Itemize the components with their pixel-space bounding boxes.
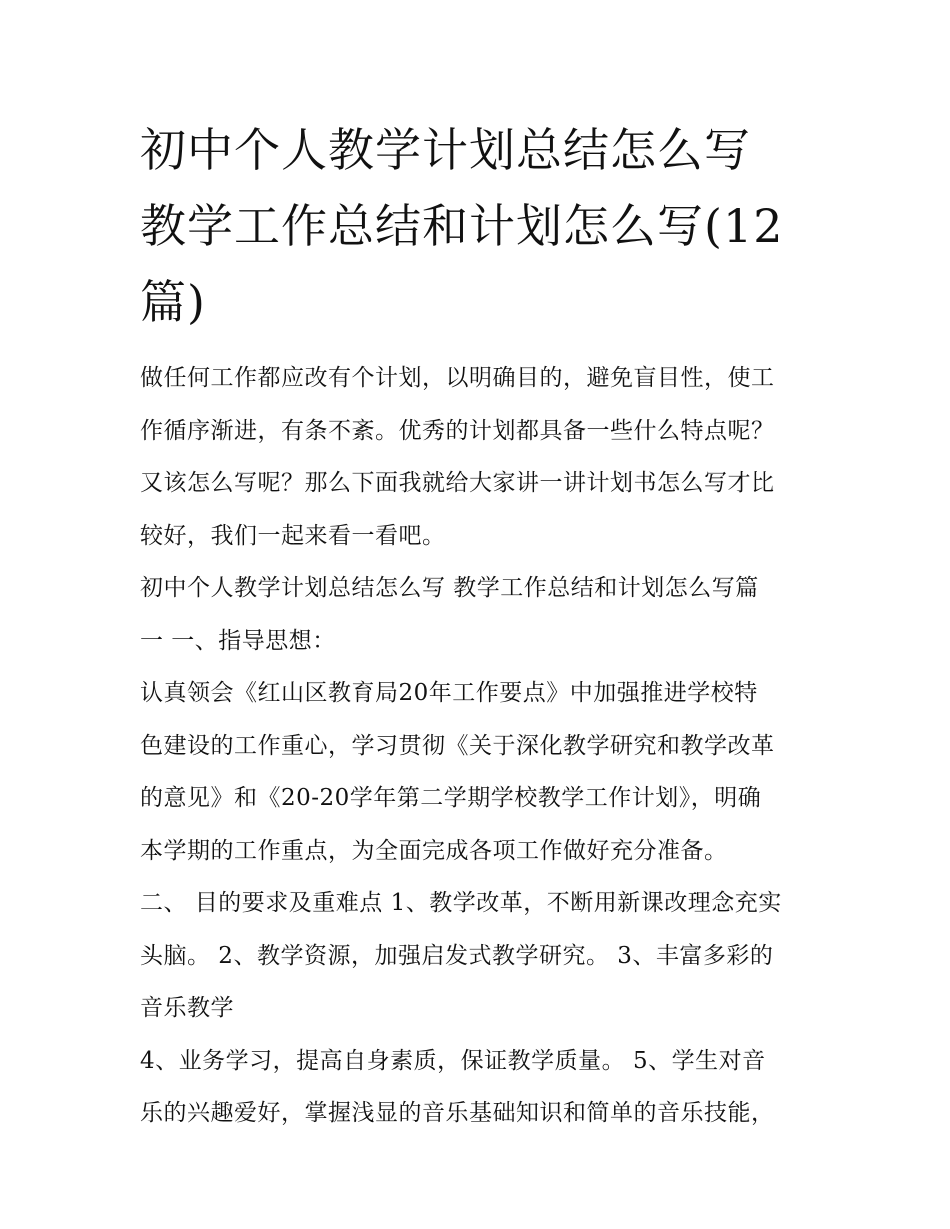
body-line: 的意见》和《20-20学年第二学期学校教学工作计划》，明确 (140, 785, 762, 811)
body-line: 一 一、指导思想： (140, 627, 336, 654)
body-line: 较好，我们一起来看一看吧。 (140, 522, 446, 549)
title-line: 篇) (140, 275, 206, 329)
body-line: 又该怎么写呢？那么下面我就给大家讲一讲计划书怎么写才比 (140, 470, 775, 496)
body-line: 作循序渐进，有条不紊。优秀的计划都具备一些什么特点呢？ (140, 417, 775, 444)
body-line: 二、 目的要求及重难点 1、教学改革，不断用新课改理念充实 (140, 890, 782, 916)
body-line: 本学期的工作重点，为全面完成各项工作做好充分准备。 (140, 837, 728, 864)
document-title (140, 112, 820, 340)
body-line: 乐的兴趣爱好，掌握浅显的音乐基础知识和简单的音乐技能， (140, 1100, 775, 1126)
body-line: 做任何工作都应改有个计划，以明确目的，避免盲目性，使工 (140, 365, 775, 391)
body-line: 4、业务学习，提高自身素质，保证教学质量。 5、学生对音 (140, 1047, 766, 1074)
body-line: 色建设的工作重心，学习贯彻《关于深化教学研究和教学改革 (140, 732, 775, 759)
body-line: 认真领会《红山区教育局20年工作要点》中加强推进学校特 (140, 680, 758, 706)
body-line: 初中个人教学计划总结怎么写 教学工作总结和计划怎么写篇 (140, 575, 759, 601)
document-body (140, 352, 820, 1140)
body-line: 头脑。 2、教学资源，加强启发式教学研究。 3、丰富多彩的 (140, 942, 774, 969)
title-line: 初中个人教学计划总结怎么写 (140, 123, 751, 177)
body-line: 音乐教学 (140, 995, 234, 1021)
title-line: 教学工作总结和计划怎么写(12 (140, 199, 784, 253)
